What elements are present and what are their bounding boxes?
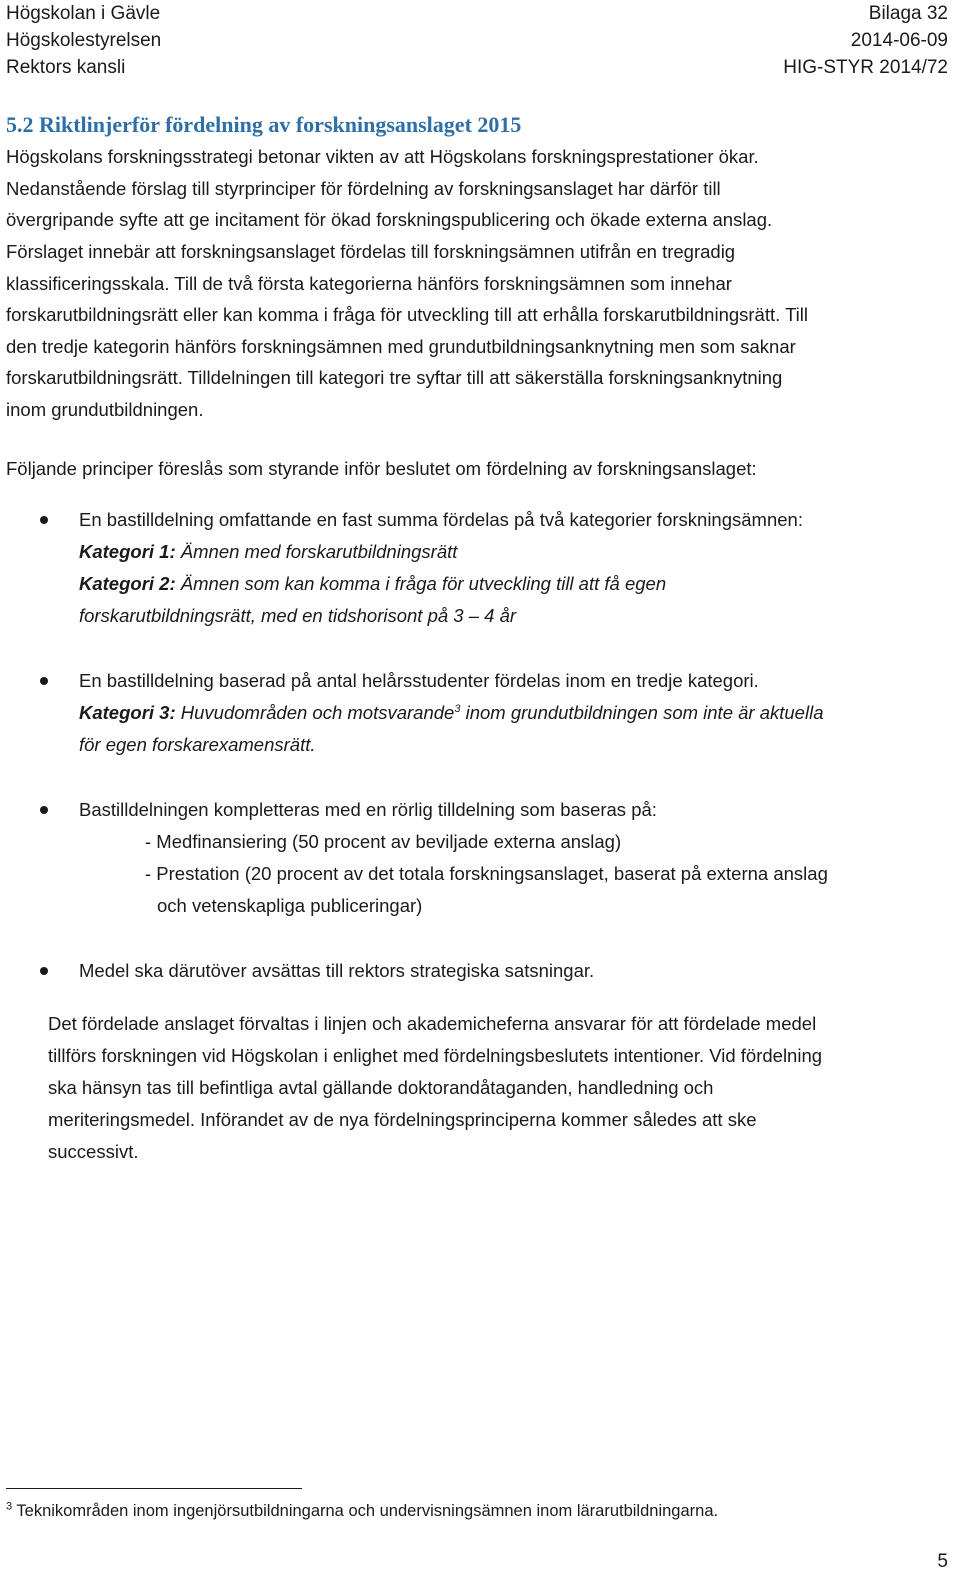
category-1-text: Ämnen med forskarutbildningsrätt	[175, 541, 458, 562]
category-2-text: Ämnen som kan komma i fråga för utveckling till att få egen	[175, 573, 667, 594]
footnote-text: Teknikområden inom ingenjörsutbildningarna och undervisningsämnen inom lärarutbildningarna.	[12, 1502, 719, 1520]
section-title: 5.2 Riktlinjerför fördelning av forskningsanslaget 2015	[6, 112, 522, 137]
header-board: Högskolestyrelsen	[6, 30, 162, 51]
body-line: Förslaget innebär att forskningsanslaget fördelas till forskningsämnen utifrån en tregradig	[6, 241, 736, 262]
bullet-3-sub-2-cont: och vetenskapliga publiceringar)	[157, 895, 423, 916]
footnote-separator	[6, 1488, 302, 1489]
category-3-text-2: inom grundutbildningen som inte är aktuella	[460, 702, 824, 723]
category-2-label: Kategori 2:	[79, 573, 176, 594]
header-row-1	[6, 0, 948, 28]
footnote-number: 3	[6, 1500, 13, 1513]
intro-line: övergripande syfte att ge incitament för ökad forskningspublicering och ökade externa anslag.	[6, 209, 773, 230]
category-3-text: Huvudområden och motsvarande	[175, 702, 455, 723]
body-line: forskarutbildningsrätt. Tilldelningen till kategori tre syftar till att säkerställa forskningsanknytning	[6, 367, 783, 388]
bullet-2-category-3	[79, 697, 939, 729]
body-line: klassificeringsskala. Till de två första kategorierna hänförs forskningsämnen som innehar	[6, 272, 732, 294]
footnote-ref: 3	[454, 702, 461, 715]
body-line: inom grundutbildningen.	[6, 398, 204, 420]
body-paragraph	[6, 236, 946, 425]
header-date: 2014-06-09	[850, 30, 948, 51]
header-institution: Högskolan i Gävle	[6, 3, 161, 24]
closing-line: meriteringsmedel. Införandet av de nya fördelningsprinciperna kommer således att ske	[48, 1109, 757, 1130]
bullet-1-line: En bastilldelning omfattande en fast summa fördelas på två kategorier forskningsämnen:	[79, 509, 803, 530]
bullet-1-category-2	[79, 568, 939, 600]
body-line: forskarutbildningsrätt eller kan komma i fråga för utveckling till att erhålla forskarutbildningsrätt. Till	[6, 304, 809, 325]
header-office: Rektors kansli	[6, 57, 126, 78]
bullet-3-sub-1: - Medfinansiering (50 procent av beviljade externa anslag)	[145, 831, 622, 852]
bullet-icon	[40, 516, 48, 524]
header-row-3	[6, 54, 948, 82]
bullet-3-sub-2: - Prestation (20 procent av det totala forskningsanslaget, baserat på externa anslag	[145, 863, 828, 884]
closing-line: ska hänsyn tas till befintliga avtal gällande doktorandåtaganden, handledning och	[48, 1077, 714, 1098]
intro-line: Högskolans forskningsstrategi betonar vikten av att Högskolans forskningsprestationer ökar.	[6, 146, 759, 167]
closing-line: tillförs forskningen vid Högskolan i enlighet med fördelningsbeslutets intentioner. Vid fördelning	[48, 1045, 823, 1066]
header-attachment: Bilaga 32	[868, 3, 948, 24]
intro-line: Nedanstående förslag till styrprinciper för fördelning av forskningsanslaget har därför till	[6, 177, 721, 199]
footnote	[6, 1497, 718, 1525]
category-3-label: Kategori 3:	[79, 702, 176, 723]
closing-line: successivt.	[48, 1141, 139, 1162]
header-reference: HIG-STYR 2014/72	[783, 57, 948, 78]
bullet-2-category-3-cont: för egen forskarexamensrätt.	[79, 734, 316, 755]
bullet-icon	[40, 677, 48, 685]
bullet-icon	[40, 806, 48, 814]
body-line: den tredje kategorin hänförs forskningsämnen med grundutbildningsanknytning men som saknar	[6, 335, 796, 357]
bullet-1-category-1	[79, 536, 939, 568]
principles-lead-text: Följande principer föreslås som styrande inför beslutet om fördelning av forskningsanslaget:	[6, 458, 757, 479]
bullet-icon	[40, 967, 48, 975]
closing-paragraph	[48, 1008, 948, 1168]
bullet-1-category-2-cont: forskarutbildningsrätt, med en tidshorisont på 3 – 4 år	[79, 605, 517, 626]
page-number: 5	[937, 1551, 948, 1572]
category-1-label: Kategori 1:	[79, 541, 176, 562]
intro-paragraph	[6, 141, 946, 236]
header-row-2	[6, 27, 948, 55]
bullet-3-line: Bastilldelningen kompletteras med en rörlig tilldelning som baseras på:	[79, 799, 657, 820]
bullet-2-line: En bastilldelning baserad på antal helårsstudenter fördelas inom en tredje kategori.	[79, 670, 759, 691]
bullet-4-line: Medel ska därutöver avsättas till rektors strategiska satsningar.	[79, 960, 595, 981]
closing-line: Det fördelade anslaget förvaltas i linjen och akademicheferna ansvarar för att fördelade medel	[48, 1013, 817, 1034]
principles-lead	[6, 453, 946, 485]
